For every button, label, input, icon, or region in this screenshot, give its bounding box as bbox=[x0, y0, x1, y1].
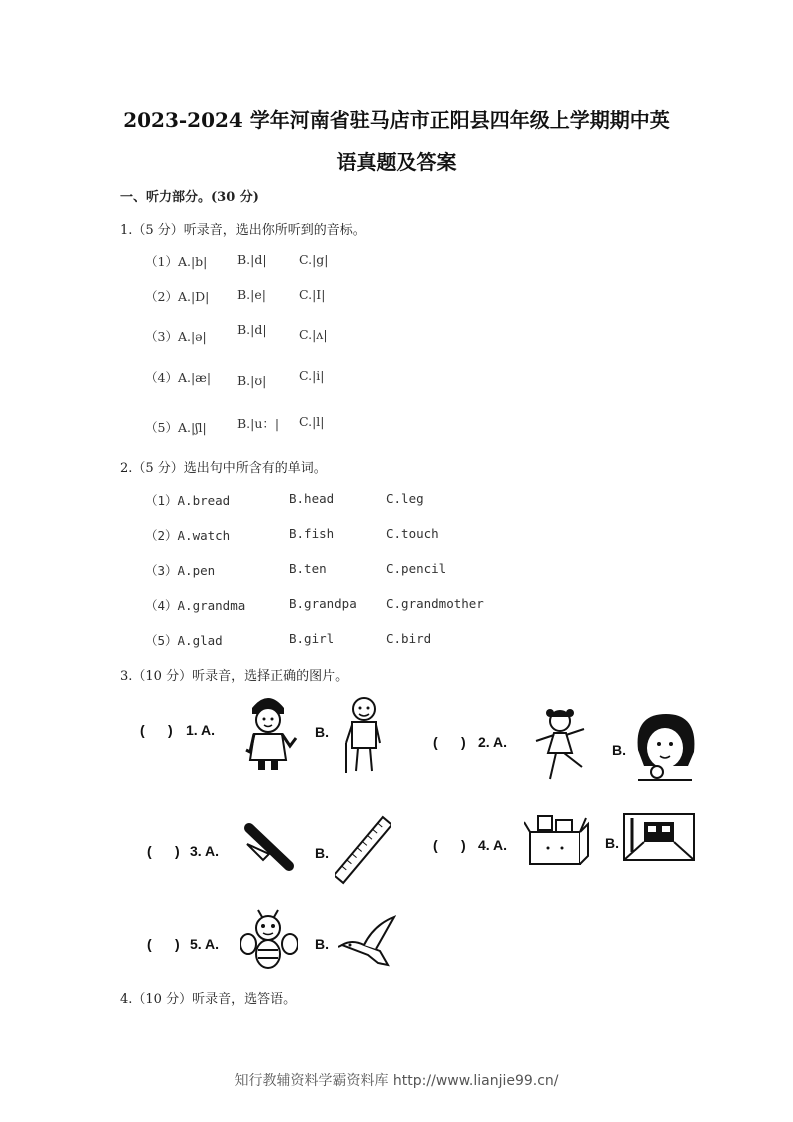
q2-item4-option-b: B.grandpa bbox=[289, 596, 357, 611]
q3-item4-option-b-label: B. bbox=[605, 835, 619, 851]
question-2-prompt: 2.（5 分）选出句中所含有的单词。 bbox=[120, 461, 327, 476]
q3-item1-option-b-label: B. bbox=[315, 724, 329, 740]
ruler-image[interactable] bbox=[335, 812, 391, 888]
q3-item2-blank[interactable]: ( ) bbox=[433, 734, 466, 750]
q1-item5-option-c: C.|l| bbox=[299, 414, 325, 429]
q1-item2-option-a: （2）A.|D| bbox=[145, 289, 210, 304]
q2-item3-option-b: B.ten bbox=[289, 561, 327, 576]
q1-item5-option-a: （5）A.|ʃl| bbox=[145, 420, 207, 435]
q3-item4-label: 4. A. bbox=[478, 837, 508, 853]
q3-item5-blank[interactable]: ( ) bbox=[147, 936, 180, 952]
q1-item1-option-c: C.|g| bbox=[299, 252, 329, 267]
q3-item3-blank[interactable]: ( ) bbox=[147, 843, 180, 859]
q2-item2-option-c: C.touch bbox=[386, 526, 439, 541]
q3-item5-option-b-label: B. bbox=[315, 936, 329, 952]
q2-item1-option-a: （1）A.bread bbox=[145, 493, 231, 508]
q1-item2-option-b: B.|e| bbox=[237, 287, 266, 302]
old-woman-image[interactable] bbox=[240, 690, 298, 772]
q1-item5-option-b: B.|u：| bbox=[237, 416, 280, 431]
q1-item2-option-c: C.|I| bbox=[299, 287, 326, 302]
q2-item3-option-a: （3）A.pen bbox=[145, 563, 216, 578]
q3-item3-option-b-label: B. bbox=[315, 845, 329, 861]
q3-item1-label: 1. A. bbox=[186, 722, 216, 738]
bird-image[interactable] bbox=[338, 915, 396, 973]
q1-item1-option-b: B.|d| bbox=[237, 252, 267, 267]
footer-watermark: 知行教辅资料学霸资料库 http://www.lianjie99.cn/ bbox=[234, 1073, 559, 1089]
q2-item5-option-c: C.bird bbox=[386, 631, 432, 646]
q3-item5-label: 5. A. bbox=[190, 936, 220, 952]
q1-item1-option-a: （1）A.|b| bbox=[145, 254, 208, 269]
q2-item5-option-a: （5）A.glad bbox=[145, 633, 223, 648]
q3-item4-blank[interactable]: ( ) bbox=[433, 837, 466, 853]
q3-item1-blank[interactable]: ( ) bbox=[140, 722, 173, 738]
room-image[interactable] bbox=[620, 808, 698, 864]
q2-item1-option-b: B.head bbox=[289, 491, 335, 506]
q1-item3-option-a: （3）A.|ə| bbox=[145, 329, 207, 344]
q2-item2-option-a: （2）A.watch bbox=[145, 528, 231, 543]
q1-item4-option-c: C.|i| bbox=[299, 368, 325, 383]
q3-item2-option-b-label: B. bbox=[612, 742, 626, 758]
q1-item3-option-b: B.|d| bbox=[237, 322, 267, 337]
q2-item3-option-c: C.pencil bbox=[386, 561, 447, 576]
q1-item4-option-b: B.|ʊ| bbox=[237, 373, 267, 388]
bee-image[interactable] bbox=[240, 908, 298, 972]
page-title-line1: 2023-2024 学年河南省驻马店市正阳县四年级上学期期中英 bbox=[123, 108, 670, 132]
q3-item2-label: 2. A. bbox=[478, 734, 508, 750]
girl-face-image[interactable] bbox=[630, 710, 700, 786]
section-listening-heading: 一、听力部分。(30 分) bbox=[120, 190, 259, 205]
page-title-line2: 语真题及答案 bbox=[336, 150, 457, 174]
toy-box-image[interactable] bbox=[524, 812, 590, 866]
question-3-prompt: 3.（10 分）听录音，选择正确的图片。 bbox=[120, 669, 349, 684]
question-4-prompt: 4.（10 分）听录音，选答语。 bbox=[120, 992, 297, 1007]
q1-item3-option-c: C.|ʌ| bbox=[299, 327, 328, 342]
question-1-prompt: 1.（5 分）听录音，选出你所听到的音标。 bbox=[120, 223, 366, 238]
q1-item4-option-a: （4）A.|æ| bbox=[145, 370, 212, 385]
q2-item4-option-a: （4）A.grandma bbox=[145, 598, 246, 613]
q2-item5-option-b: B.girl bbox=[289, 631, 335, 646]
q2-item1-option-c: C.leg bbox=[386, 491, 424, 506]
q2-item4-option-c: C.grandmother bbox=[386, 596, 484, 611]
old-man-image[interactable] bbox=[340, 695, 386, 775]
pencil-sharpener-image[interactable] bbox=[243, 820, 295, 872]
dancing-girl-image[interactable] bbox=[530, 705, 588, 783]
q2-item2-option-b: B.fish bbox=[289, 526, 335, 541]
q3-item3-label: 3. A. bbox=[190, 843, 220, 859]
